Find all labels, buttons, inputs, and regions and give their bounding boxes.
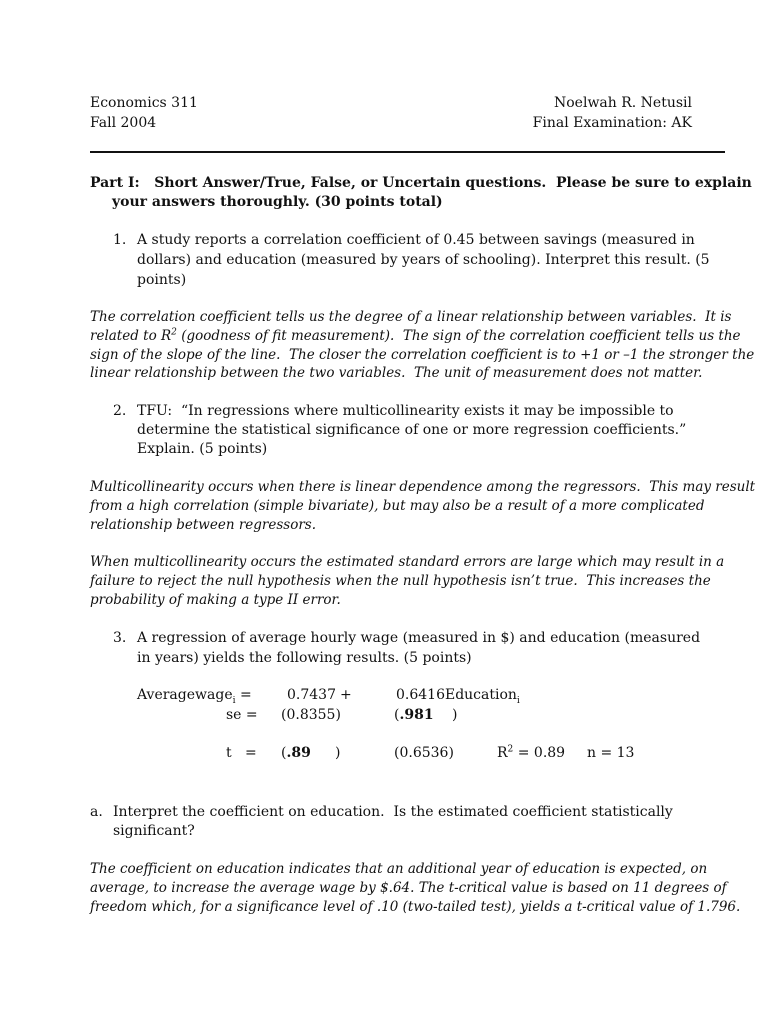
q3-line1: A regression of average hourly wage (measured in $) and education (measured (137, 630, 701, 646)
intercept-coefficient: 0.7437 (287, 687, 336, 703)
q2-line3: Explain. (5 points) (137, 441, 268, 457)
q1-answer-line4: linear relationship between the two variables. The unit of measurement does not matter. (90, 365, 703, 381)
equation-lhs-subscript: i (232, 695, 236, 706)
equation-equals: = (235, 687, 252, 703)
q3a-answer-line3: freedom which, for a significance level of .10 (two-tailed test), yields a t-critical value of 1.796. (90, 899, 741, 915)
equation-plus: + (340, 687, 352, 703)
q1-number: 1. (113, 232, 127, 248)
r-squared-value: = 0.89 (513, 745, 566, 761)
slope-subscript: i (516, 695, 520, 706)
r-squared (497, 744, 565, 763)
q2-answer1-line1: Multicollinearity occurs when there is linear dependence among the regressors. This may result (90, 479, 756, 495)
t-intercept-value: .89 (286, 745, 311, 761)
r-squared-superscript: 2 (171, 327, 177, 338)
course-name: Economics 311 (90, 95, 198, 111)
instructor-name: Noelwah R. Netusil (554, 95, 692, 111)
q1-line2: dollars) and education (measured by years of schooling). Interpret this result. (5 (137, 252, 710, 268)
se-slope-close-paren: ) (452, 707, 458, 723)
q2-line1: TFU: “In regressions where multicollinearity exists it may be impossible to (137, 403, 674, 419)
term: Fall 2004 (90, 115, 157, 131)
part1-heading-line2: your answers thoroughly. (30 points total) (112, 194, 443, 210)
q2-answer1-line2: from a high correlation (simple bivariate), but may also be a result of a more complicated (90, 498, 705, 514)
q1-line3: points) (137, 272, 187, 288)
q3a-answer-line1: The coefficient on education indicates that an additional year of education is expected, on (90, 861, 708, 877)
part1-heading-line1: Part I: Short Answer/True, False, or Uncertain questions. Please be sure to explain (90, 175, 752, 191)
q1-answer-line2-part-b: (goodness of fit measurement). The sign of the correlation coefficient tells us the (176, 328, 741, 344)
equation-lhs-variable: Averagewage (137, 687, 233, 703)
q2-answer2-line1: When multicollinearity occurs the estimated standard errors are large which may result in a (90, 554, 725, 570)
q3a-line1: Interpret the coefficient on education. Is the estimated coefficient statistically (113, 804, 673, 820)
slope-term (396, 686, 520, 705)
q2-number: 2. (113, 403, 127, 419)
t-intercept-close-paren: ) (335, 745, 341, 761)
q2-line2: determine the statistical significance of one or more regression coefficients.” (137, 422, 687, 438)
t-slope: (0.6536) (394, 745, 454, 761)
q1-line1: A study reports a correlation coefficient of 0.45 between savings (measured in (137, 232, 695, 248)
q1-answer-line2-part-a: related to R (90, 328, 172, 344)
q2-answer2-line3: probability of making a type II error. (90, 592, 341, 608)
q1-answer-line1: The correlation coefficient tells us the degree of a linear relationship between variables. It is (90, 309, 732, 325)
equation-lhs (137, 686, 252, 705)
q3a-answer-line2: average, to increase the average wage by $.64. The t-critical value is based on 11 degrees of (90, 880, 727, 896)
q2-answer2-line2: failure to reject the null hypothesis when the null hypothesis isn’t true. This increases the (90, 573, 711, 589)
q1-answer-line3: sign of the slope of the line. The closer the correlation coefficient is to +1 or –1 the stronger the (90, 347, 755, 363)
se-slope-value: .981 (399, 707, 434, 723)
slope-coefficient: 0.6416Education (396, 687, 517, 703)
t-label: t = (226, 745, 257, 761)
sample-size: n = 13 (587, 745, 635, 761)
q3a-line2: significant? (113, 823, 195, 839)
exam-title: Final Examination: AK (532, 115, 692, 131)
q3-number: 3. (113, 630, 127, 646)
q1-answer-line2 (90, 327, 741, 346)
r-squared-exponent: 2 (507, 744, 514, 755)
t-intercept-open-paren: ( (281, 745, 287, 761)
header-divider (90, 151, 725, 153)
r-squared-label: R (497, 745, 508, 761)
q2-answer1-line3: relationship between regressors. (90, 517, 317, 533)
q3-line2: in years) yields the following results. (5 points) (137, 650, 472, 666)
se-intercept: (0.8355) (281, 707, 341, 723)
se-slope (394, 706, 434, 725)
se-label: se = (226, 707, 258, 723)
q3a-label: a. (90, 804, 103, 820)
t-intercept (281, 744, 311, 763)
se-slope-open-paren: ( (394, 707, 400, 723)
